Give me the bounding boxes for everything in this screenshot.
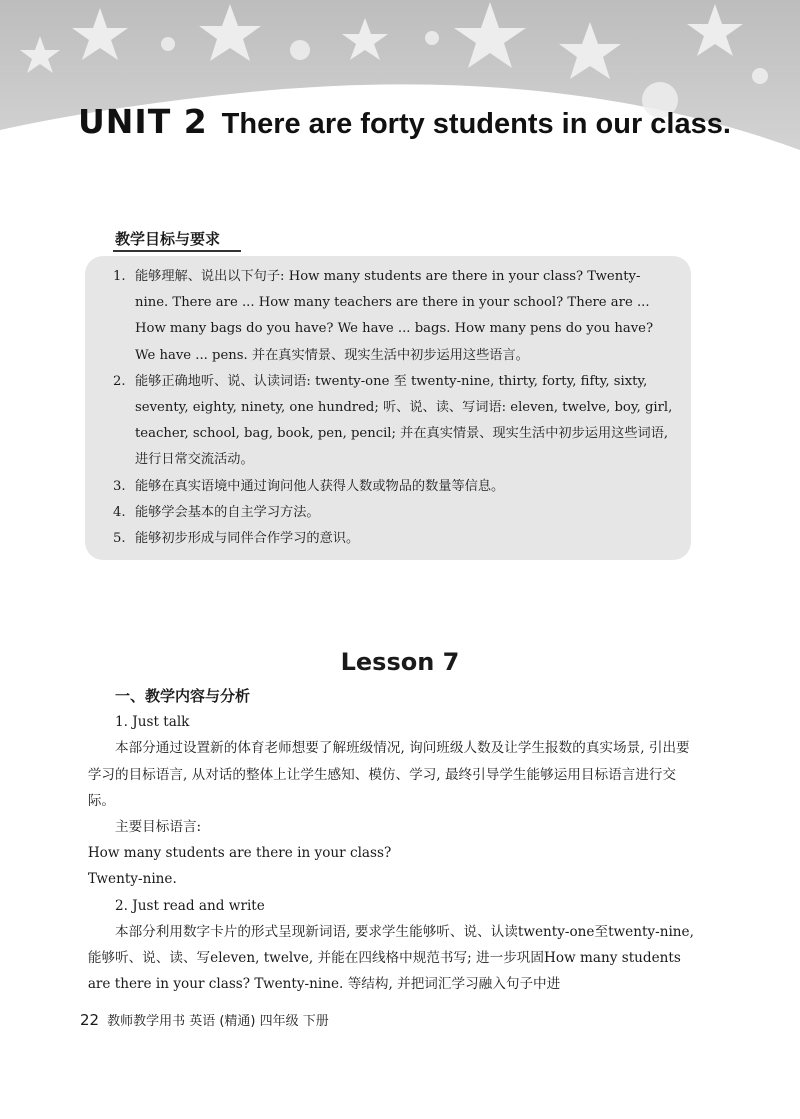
goal-number: 2.	[113, 373, 126, 389]
dot-icon	[425, 31, 439, 45]
heading-underline	[113, 250, 241, 252]
page-number: 22	[80, 1011, 100, 1029]
unit-sentence: There are forty students in our class.	[221, 108, 731, 140]
goal-text: 能够初步形成与同伴合作学习的意识。	[135, 531, 360, 547]
part2-paragraph: 本部分利用数字卡片的形式呈现新词语, 要求学生能够听、说、认读twenty-one至twenty-nine, 能够听、说、读、写eleven, twelve, 并能在四线格中规范书写; 进一步巩固How many students are there in your class? Twenty-nine. 等结构, 并把词汇学习融入句子中进	[87, 923, 694, 993]
target-answer: Twenty-nine.	[87, 871, 177, 888]
goal-text: 能够正确地听、说、认读词语: twenty-one 至 twenty-nine, thirty, forty, fifty, sixty, seventy, eighty, ninety, one hundred; 听、说、读、写词语: eleven, twelve, boy, girl, teacher, school, bag, book, pen, pencil; 并在真实情景、现实生活中初步运用这些词语, 进行日常交流活动。	[135, 373, 673, 468]
lesson-title: Lesson 7	[340, 648, 460, 676]
part1-title: 1. Just talk	[115, 714, 190, 731]
part1-paragraph: 本部分通过设置新的体育老师想要了解班级情况, 询问班级人数及让学生报数的真实场景, 引出要学习的目标语言, 从对话的整体上让学生感知、模仿、学习, 最终引导学生能够运用目标语言进行交际。	[87, 740, 690, 809]
goals-box	[85, 256, 691, 560]
goal-item	[113, 526, 673, 552]
goal-item	[113, 369, 673, 474]
book-info: 教师教学用书 英语 (精通) 四年级 下册	[107, 1014, 329, 1029]
goal-text: 能够在真实语境中通过询问他人获得人数或物品的数量等信息。	[135, 478, 505, 494]
lesson-content	[87, 683, 695, 997]
goals-heading: 教学目标与要求	[115, 230, 221, 248]
goal-item	[113, 500, 673, 526]
dot-icon	[290, 40, 310, 60]
goal-number: 4.	[113, 504, 126, 520]
unit-label: UNIT 2	[78, 102, 208, 141]
dot-icon	[752, 68, 768, 84]
goals-list	[113, 264, 673, 552]
goal-number: 1.	[113, 269, 126, 284]
target-question: How many students are there in your class?	[87, 845, 392, 862]
goal-text: 能够学会基本的自主学习方法。	[135, 504, 320, 520]
page-footer	[80, 1010, 329, 1029]
target-label: 主要目标语言:	[115, 819, 202, 836]
part2-title: 2. Just read and write	[115, 897, 265, 914]
unit-title	[78, 102, 731, 141]
goal-number: 5.	[113, 531, 126, 547]
header-banner	[0, 0, 800, 175]
goal-item	[113, 264, 673, 369]
content-section-head: 一、教学内容与分析	[115, 687, 251, 705]
dot-icon	[161, 37, 175, 51]
goal-text: 能够理解、说出以下句子: How many students are there in your class? Twenty-nine. There are ... How many teachers are there in your school? There are ... How many bags do you have? We have ... bags. How many pens do you have? We have ... pens. 并在真实情景、现实生活中初步运用这些语言。	[135, 269, 654, 363]
goal-item	[113, 474, 673, 500]
goal-number: 3.	[113, 478, 126, 494]
